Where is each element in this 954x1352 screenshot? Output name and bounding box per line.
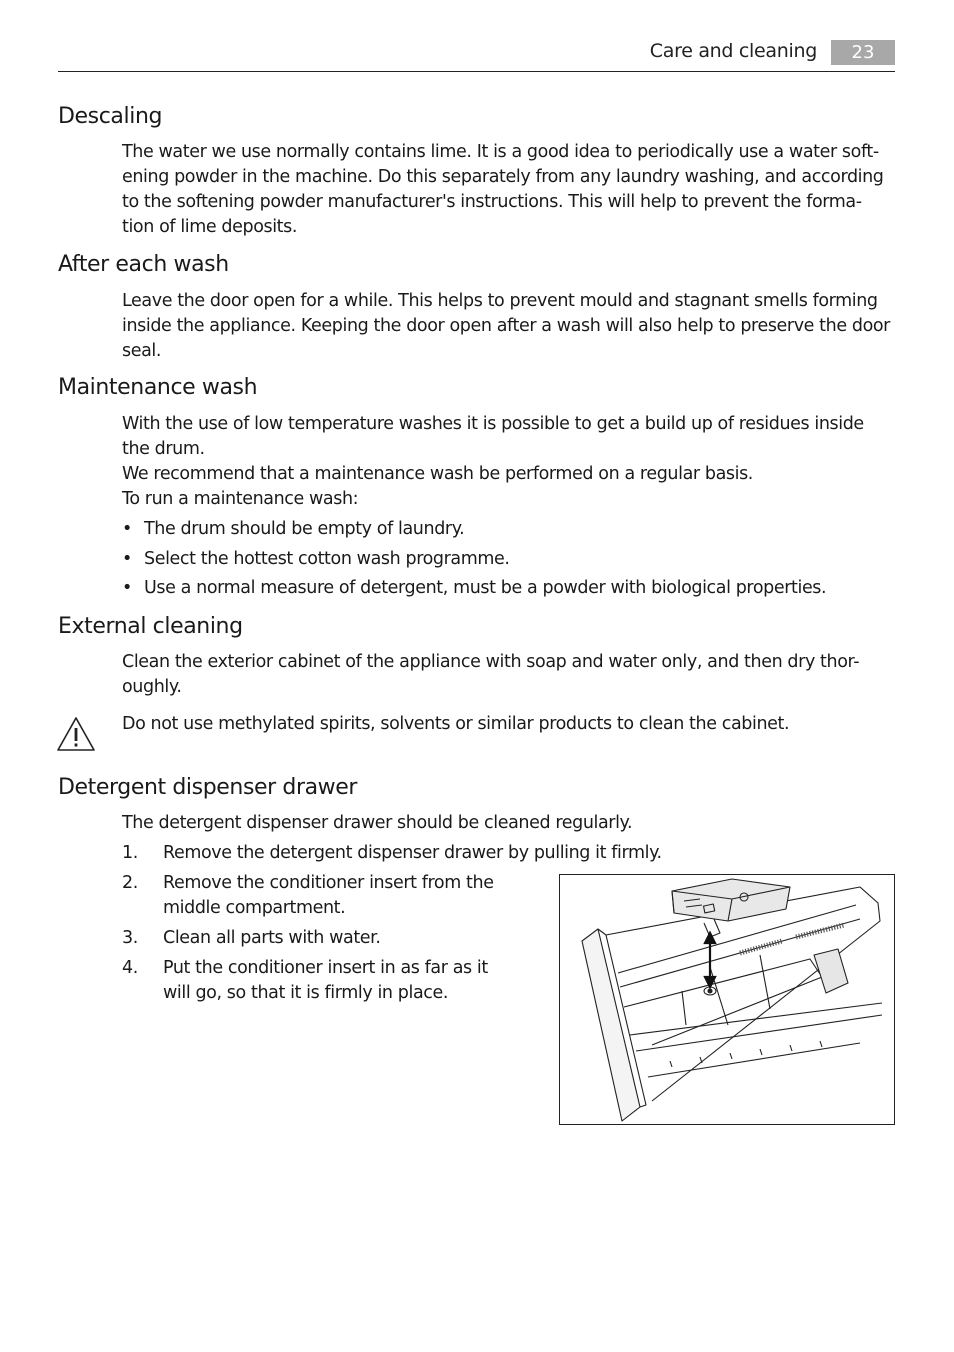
heading-detergent-dispenser-drawer: Detergent dispenser drawer bbox=[58, 775, 358, 800]
heading-after-each-wash: After each wash bbox=[58, 252, 229, 277]
page-number: 23 bbox=[831, 40, 895, 65]
list-item bbox=[122, 517, 464, 542]
text-line: will go, so that it is firmly in place. bbox=[163, 983, 449, 1003]
step-number: 1. bbox=[122, 843, 138, 863]
step-number: 3. bbox=[122, 928, 138, 948]
dispenser-drawer-illustration bbox=[559, 874, 895, 1125]
dispenser-intro bbox=[122, 811, 894, 836]
text-line: ening powder in the machine. Do this separately from any laundry washing, and according bbox=[122, 167, 884, 187]
text-line: tion of lime deposits. bbox=[122, 217, 298, 237]
text-line: seal. bbox=[122, 341, 162, 361]
bullet-glyph: • bbox=[122, 578, 132, 598]
step-number: 4. bbox=[122, 958, 138, 978]
text-line: middle compartment. bbox=[163, 898, 346, 918]
heading-external-cleaning: External cleaning bbox=[58, 614, 243, 639]
step-text bbox=[163, 926, 381, 951]
text-line: The water we use normally contains lime. It is a good idea to periodically use a water soft- bbox=[122, 142, 879, 162]
after-wash-paragraph bbox=[122, 289, 894, 364]
dispenser-drawer-drawing bbox=[560, 875, 894, 1124]
descaling-paragraph bbox=[122, 140, 894, 240]
text-line: Put the conditioner insert in as far as it bbox=[163, 958, 488, 978]
text-line: Do not use methylated spirits, solvents or similar products to clean the cabinet. bbox=[122, 714, 790, 734]
text-line: To run a maintenance wash: bbox=[122, 489, 359, 509]
step-text bbox=[163, 956, 488, 1006]
text-line: Clean the exterior cabinet of the appliance with soap and water only, and then dry thor- bbox=[122, 652, 860, 672]
header-section-title: Care and cleaning bbox=[649, 40, 817, 62]
step-text bbox=[163, 871, 494, 921]
text-line: Remove the conditioner insert from the bbox=[163, 873, 494, 893]
text-line: Leave the door open for a while. This helps to prevent mould and stagnant smells forming bbox=[122, 291, 878, 311]
step-number: 2. bbox=[122, 873, 138, 893]
heading-descaling: Descaling bbox=[58, 104, 163, 129]
text-line: Remove the detergent dispenser drawer by pulling it firmly. bbox=[163, 843, 662, 863]
text-line: inside the appliance. Keeping the door open after a wash will also help to preserve the door bbox=[122, 316, 890, 336]
text-line: to the softening powder manufacturer's instructions. This will help to prevent the forma- bbox=[122, 192, 862, 212]
warning-triangle-icon bbox=[56, 716, 96, 752]
list-item bbox=[122, 576, 826, 601]
bullet-glyph: • bbox=[122, 549, 132, 569]
text-line: The detergent dispenser drawer should be cleaned regularly. bbox=[122, 813, 633, 833]
text-line: the drum. bbox=[122, 439, 205, 459]
warning-text bbox=[122, 712, 894, 737]
external-paragraph bbox=[122, 650, 894, 700]
list-item-text: Use a normal measure of detergent, must be a powder with biological properties. bbox=[144, 578, 827, 598]
text-line: With the use of low temperature washes it is possible to get a build up of residues inside bbox=[122, 414, 864, 434]
list-item bbox=[122, 547, 510, 572]
text-line: Clean all parts with water. bbox=[163, 928, 381, 948]
list-item-text: The drum should be empty of laundry. bbox=[144, 519, 465, 539]
bullet-glyph: • bbox=[122, 519, 132, 539]
heading-maintenance-wash: Maintenance wash bbox=[58, 375, 258, 400]
header-rule bbox=[58, 71, 895, 72]
text-line: oughly. bbox=[122, 677, 182, 697]
list-item-text: Select the hottest cotton wash programme. bbox=[144, 549, 510, 569]
maintenance-paragraph bbox=[122, 412, 894, 512]
text-line: We recommend that a maintenance wash be performed on a regular basis. bbox=[122, 464, 753, 484]
step-text bbox=[163, 841, 662, 866]
page-header bbox=[58, 38, 895, 72]
